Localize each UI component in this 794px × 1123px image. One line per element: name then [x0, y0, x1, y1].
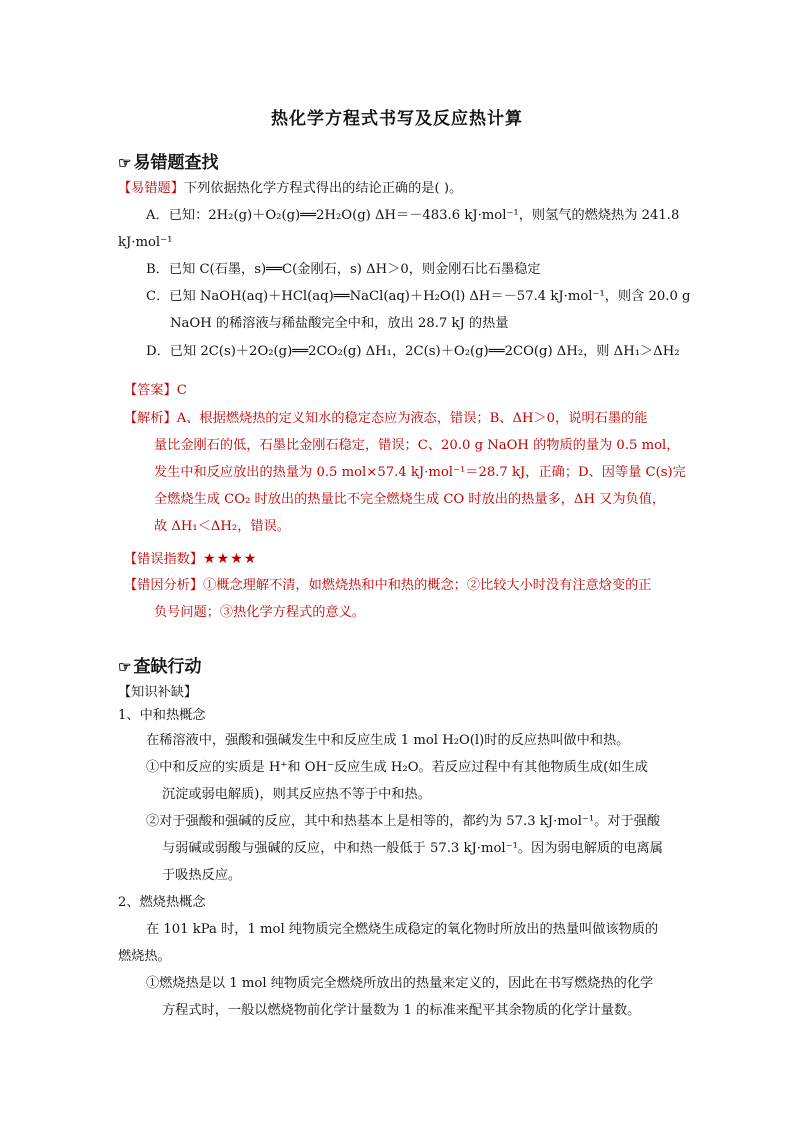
analysis-text-1: A、根据燃烧热的定义知水的稳定态应为液态，错误；B、ΔH＞0，说明石墨的能: [176, 411, 648, 426]
heading-neutralization-heat: 1、中和热概念: [118, 708, 206, 723]
star-rating-icon: ★★★★: [203, 551, 258, 567]
answer-tag: 【答案】: [124, 383, 177, 398]
option-a-line2: kJ·mol⁻¹: [118, 235, 173, 250]
analysis-line2: 量比金刚石的低，石墨比金刚石稳定，错误；C、20.0 g NaOH 的物质的量为 0.5 mol，: [154, 438, 680, 453]
answer-value: C: [176, 383, 187, 398]
paragraph-combustion-line1: 在 101 kPa 时，1 mol 纯物质完全燃烧生成稳定的氧化物时所放出的热量叫做该物质的: [146, 922, 659, 937]
analysis-tag: 【解析】: [124, 411, 177, 426]
analysis-line1: [124, 409, 647, 429]
section-heading-text: 易错题查找: [133, 153, 219, 173]
option-a-line1: A．已知：2H₂(g)＋O₂(g)══2H₂O(g) ΔH＝－483.6 kJ·mol⁻¹，则氢气的燃烧热为 241.8: [146, 208, 680, 223]
document-title: 热化学方程式书写及反应热计算: [271, 109, 523, 129]
section-heading-error-finding: [118, 148, 218, 173]
difficulty-rating: [124, 549, 257, 570]
cause-line1: [124, 576, 652, 596]
question-stem: [118, 179, 462, 199]
question-tag: 【易错题】: [118, 181, 184, 196]
heading-combustion-heat: 2、燃烧热概念: [118, 895, 206, 910]
paragraph-combustion-line2: 燃烧热。: [118, 949, 171, 964]
option-c-line1: C．已知 NaOH(aq)＋HCl(aq)══NaCl(aq)＋H₂O(l) ΔH＝－57.4 kJ·mol⁻¹，则含 20.0 g: [146, 289, 691, 304]
knowledge-tag: 【知识补缺】: [118, 685, 198, 700]
pointing-hand-icon: ☞: [118, 658, 132, 676]
point-3-line1: ①燃烧热是以 1 mol 纯物质完全燃烧所放出的热量来定义的，因此在书写燃烧热的化学: [146, 976, 654, 991]
pointing-hand-icon: ☞: [118, 154, 132, 172]
analysis-line3: 发生中和反应放出的热量为 0.5 mol×57.4 kJ·mol⁻¹＝28.7 kJ，正确；D、因等量 C(s)完: [154, 465, 686, 480]
option-b: B．已知 C(石墨，s)══C(金刚石，s) ΔH＞0，则金刚石比石墨稳定: [146, 262, 541, 277]
analysis-line4: 全燃烧生成 CO₂ 时放出的热量比不完全燃烧生成 CO 时放出的热量多，ΔH 又为负值，: [154, 492, 666, 507]
point-3-line2: 方程式时，一般以燃烧物前化学计量数为 1 的标准来配平其余物质的化学计量数。: [162, 1003, 641, 1018]
section-heading-gap-filling: [118, 652, 201, 677]
point-2-line1: ②对于强酸和强碱的反应，其中和热基本上是相等的，都约为 57.3 kJ·mol⁻¹。对于强酸: [146, 814, 661, 829]
point-1-line2: 沉淀或弱电解质)，则其反应热不等于中和热。: [162, 787, 431, 802]
difficulty-tag: 【错误指数】: [124, 552, 204, 567]
cause-text-1: ①概念理解不清，如燃烧热和中和热的概念；②比较大小时没有注意焓变的正: [203, 578, 652, 593]
cause-tag: 【错因分析】: [124, 578, 204, 593]
answer: [124, 381, 187, 401]
analysis-line5: 故 ΔH₁＜ΔH₂，错误。: [154, 519, 290, 534]
cause-line2: 负号问题；③热化学方程式的意义。: [154, 605, 365, 620]
option-c-line2: NaOH 的稀溶液与稀盐酸完全中和，放出 28.7 kJ 的热量: [170, 316, 509, 331]
point-2-line2: 与弱碱或弱酸与强碱的反应，中和热一般低于 57.3 kJ·mol⁻¹。因为弱电解质的电离属: [162, 841, 663, 856]
point-2-line3: 于吸热反应。: [162, 868, 242, 883]
question-stem-text: 下列依据热化学方程式得出的结论正确的是( )。: [183, 181, 463, 196]
section-heading-text: 查缺行动: [133, 657, 202, 677]
option-d: D．已知 2C(s)＋2O₂(g)══2CO₂(g) ΔH₁，2C(s)＋O₂(g)══2CO(g) ΔH₂，则 ΔH₁＞ΔH₂: [146, 344, 680, 359]
point-1-line1: ①中和反应的实质是 H⁺和 OH⁻反应生成 H₂O。若反应过程中有其他物质生成(如生成: [146, 760, 648, 775]
paragraph-neutralization-definition: 在稀溶液中，强酸和强碱发生中和反应生成 1 mol H₂O(l)时的反应热叫做中和热。: [146, 733, 630, 748]
